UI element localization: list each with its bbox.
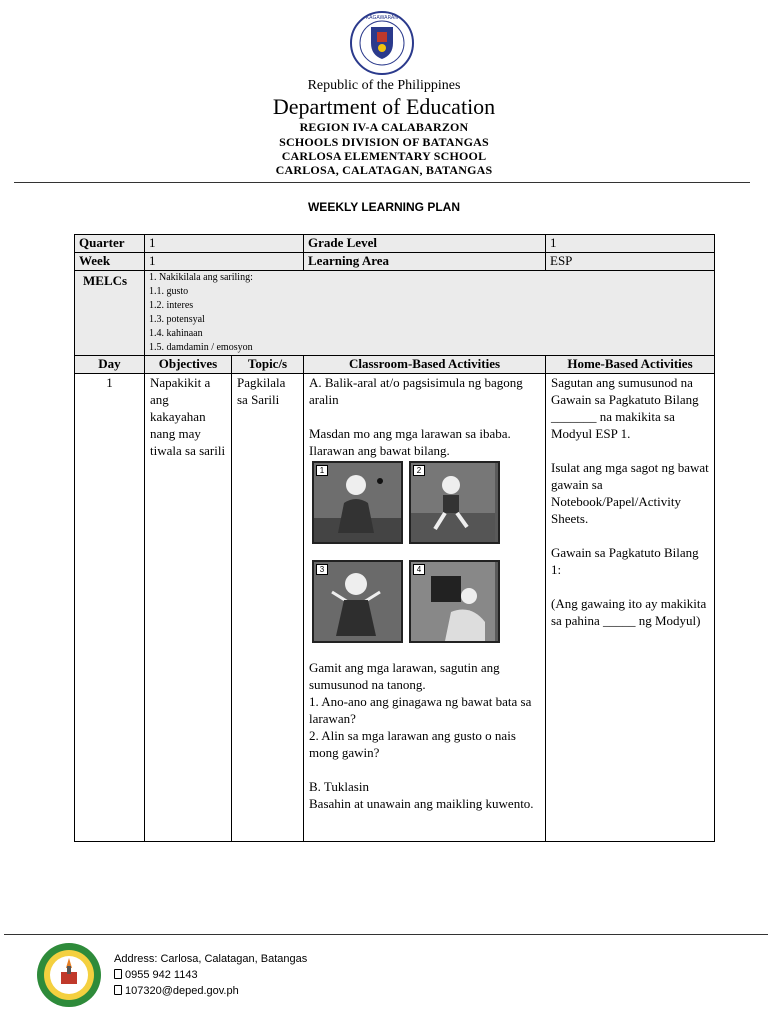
department-title: Department of Education: [272, 94, 496, 119]
melcs-item: 1.4. kahinaan: [149, 328, 203, 339]
melcs-label: MELCs: [75, 271, 145, 356]
classroom-header: Classroom-Based Activities: [304, 356, 546, 374]
home-paragraph: (Ang gawaing ito ay makikita sa pahina _____ ng Modyul): [551, 596, 707, 628]
learning-plan-table: [74, 234, 715, 842]
classroom-cell: [304, 374, 546, 842]
melcs-content: [145, 271, 715, 356]
section-b-text: Basahin at unawain ang maikling kuwento.: [309, 796, 534, 811]
footer-divider: [4, 934, 768, 935]
picture-grid: [312, 461, 540, 643]
melcs-item: 1. Nakikilala ang sariling:: [149, 272, 253, 283]
melcs-item: 1.1. gusto: [149, 286, 189, 297]
footer-phone-text: 0955 942 1143: [125, 969, 198, 981]
quarter-row: [75, 235, 715, 253]
picture-girl-dancing: [312, 560, 403, 643]
classroom-instruction: Masdan mo ang mga larawan sa ibaba. Ilarawan ang bawat bilang.: [309, 426, 511, 458]
week-row: [75, 253, 715, 271]
classroom-intro: A. Balik-aral at/o pagsisimula ng bagong aralin: [309, 375, 523, 407]
footer-email-text[interactable]: 107320@deped.gov.ph: [125, 985, 239, 997]
document-title: WEEKLY LEARNING PLAN: [307, 200, 460, 214]
melcs-item: 1.2. interes: [149, 300, 194, 311]
picture-boy-running: [409, 461, 500, 544]
picture-number: 2: [413, 465, 425, 476]
picture-child-reading: [409, 560, 500, 643]
deped-seal: [344, 10, 420, 76]
picture-girl-singing: [312, 461, 403, 544]
picture-number: 4: [413, 564, 425, 575]
day-header: Day: [75, 356, 145, 374]
division-line: SCHOOLS DIVISION OF BATANGAS: [279, 135, 489, 149]
plan-row: [75, 374, 715, 842]
melcs-item: 1.3. potensyal: [149, 314, 205, 325]
topics-header: Topic/s: [232, 356, 304, 374]
quarter-label: Quarter: [75, 235, 145, 253]
area-label: Learning Area: [304, 253, 546, 271]
header-divider: [14, 182, 750, 183]
svg-text:KAGAWARAN: KAGAWARAN: [365, 15, 399, 21]
questions-intro: Gamit ang mga larawan, sagutin ang sumusunod na tanong.: [309, 660, 500, 692]
topics-cell: Pagkilala sa Sarili: [232, 374, 304, 842]
address-line: CARLOSA, CALATAGAN, BATANGAS: [275, 163, 493, 177]
week-label: Week: [75, 253, 145, 271]
picture-number: 3: [316, 564, 328, 575]
grade-label: Grade Level: [304, 235, 546, 253]
republic-line: Republic of the Philippines: [307, 78, 461, 93]
region-line: REGION IV-A CALABARZON: [299, 120, 469, 134]
question-2: 2. Alin sa mga larawan ang gusto o nais mong gawin?: [309, 728, 516, 760]
area-value: ESP: [546, 253, 715, 271]
footer-address: Address: Carlosa, Calatagan, Batangas: [114, 953, 308, 965]
home-header: Home-Based Activities: [546, 356, 715, 374]
week-value: 1: [145, 253, 304, 271]
objectives-cell: Napakikit a ang kakayahan nang may tiwala sa sarili: [145, 374, 232, 842]
picture-number: 1: [316, 465, 328, 476]
home-cell: [546, 374, 715, 842]
school-logo: [36, 942, 102, 1008]
email-icon: [114, 985, 122, 995]
melcs-row: [75, 271, 715, 356]
melcs-item: 1.5. damdamin / emosyon: [149, 342, 253, 353]
footer-email: [114, 985, 239, 997]
melcs-list: [145, 271, 714, 355]
question-1: 1. Ano-ano ang ginagawa ng bawat bata sa larawan?: [309, 694, 532, 726]
quarter-value: 1: [145, 235, 304, 253]
column-header-row: [75, 356, 715, 374]
day-cell: 1: [75, 374, 145, 842]
objectives-header: Objectives: [145, 356, 232, 374]
phone-icon: [114, 969, 122, 979]
grade-value: 1: [546, 235, 715, 253]
section-b-title: B. Tuklasin: [309, 779, 369, 794]
home-paragraph: Gawain sa Pagkatuto Bilang 1:: [551, 545, 699, 577]
home-paragraph: Isulat ang mga sagot ng bawat gawain sa Notebook/Papel/Activity Sheets.: [551, 460, 709, 526]
footer-phone: [114, 969, 198, 981]
school-line: CARLOSA ELEMENTARY SCHOOL: [281, 149, 487, 163]
home-paragraph: Sagutan ang sumusunod na Gawain sa Pagkatuto Bilang _______ na makikita sa Modyul ESP 1.: [551, 375, 699, 441]
